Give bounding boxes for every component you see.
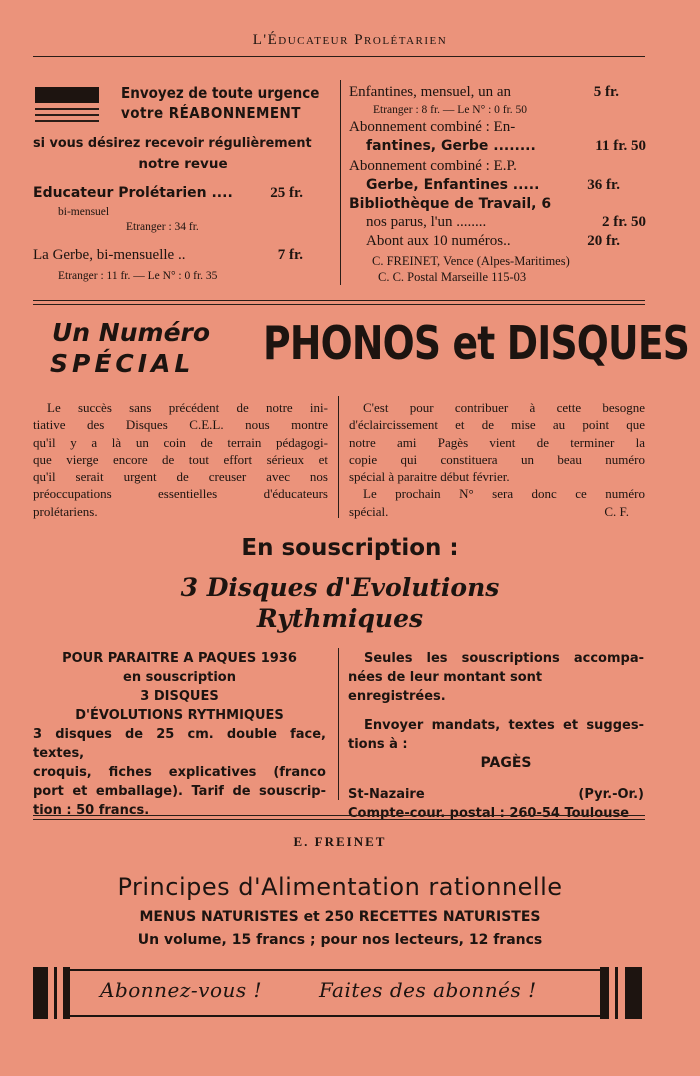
souscription-script-1: 3 Disques d'Evolutions [180,573,500,602]
para-left [33,399,328,520]
enfantines-foreign: Etranger : 8 fr. — Le N° : 0 fr. 50 [373,104,528,116]
department: (Pyr.-Or.) [578,787,644,802]
footer-bar-left-3 [63,967,70,1019]
para-left-line: Le succès sans précédent de notre ini- [47,400,328,415]
sous-left-line: en souscription [123,670,236,685]
para-right-last-row [349,503,645,520]
footer-bar-left-1 [33,967,48,1019]
educ-name: Educateur Prolétarien .... [33,185,233,201]
combo1-row [366,138,646,155]
sous-right-line: Envoyer mandats, textes et sugges- [364,718,644,733]
para-left-line: qu'il y a là un coin de terrain pédagogi- [33,434,328,450]
book-title: Principes d'Alimentation rationnelle [117,873,563,901]
emblem-line [35,120,99,122]
sous-left-body-line: port et emballage). Tarif de souscrip- [33,784,326,799]
sous-right-line: Seules les souscriptions accompa- [364,651,644,666]
educ-price-row [33,185,303,202]
sous-left [33,649,326,820]
book-author: E. FREINET [293,834,387,849]
bibliotheque-row-b [366,214,646,231]
enfantines-name: Enfantines, mensuel, un an [349,84,512,100]
para-right-line: copie qui constituera un beau numéro [349,451,645,467]
sous-left-line: 3 DISQUES [140,689,219,704]
combo2-price: 36 fr. [587,177,620,193]
combo2-line-a: Abonnement combiné : E.P. [349,158,517,174]
para-left-line: que vierge encore de tout effort sérieux et [33,451,328,467]
combo2-line-b: Gerbe, Enfantines ..... [366,177,540,193]
bibliotheque-line-a: Bibliothèque de Travail, 6 [349,196,552,212]
para-right-line: C'est pour contribuer à cette besogne [363,400,645,415]
para-right [349,399,645,520]
para-left-line: tiative des Disques C.E.L. nous montre [33,417,328,433]
souscription-heading: En souscription : [241,535,459,561]
bibliotheque-price-b: 2 fr. 50 [601,214,646,230]
footer-slogan-left: Abonnez-vous ! [100,978,263,1002]
para-left-line: qu'il serait urgent de creuser avec nos [33,469,328,485]
gerbe-name: La Gerbe, bi-mensuelle .. [33,247,186,263]
para-column-divider [338,396,339,518]
urgent-line-4: notre revue [138,156,228,172]
souscription-script-2: Rythmiques [256,604,424,633]
para-right-line: d'éclaircissement et de mise au point que [349,417,645,433]
gerbe-price: 7 fr. [277,247,303,263]
urgent-line-2: votre RÉABONNEMENT [121,104,301,122]
address-line-1: C. FREINET, Vence (Alpes-Maritimes) [372,254,570,268]
enfantines-price: 5 fr. [593,84,619,100]
city-row [348,785,644,804]
footer-bar-right-3 [625,967,642,1019]
para-left-line: prolétariens. [33,503,98,519]
para-right-line: Le prochain N° sera donc ce numéro [363,486,645,502]
educ-price: 25 fr. [270,185,303,201]
sous-right-line: nées de leur montant sont enregistrées. [348,670,543,704]
para-right-line: spécial. [349,503,389,519]
combo1-price: 11 fr. 50 [595,138,646,154]
book-subtitle: MENUS NATURISTES et 250 RECETTES NATURISTES [139,909,541,925]
book-price: Un volume, 15 francs ; pour nos lecteurs, 12 francs [137,932,543,948]
urgent-line-3: si vous désirez recevoir régulièrement [33,135,312,151]
footer-bar-right-2 [615,967,618,1019]
footer-bar-left-2 [54,967,57,1019]
urgent-line-1: Envoyez de toute urgence [121,84,320,102]
para-left-line: préoccupations essentielles d'éducateurs [33,486,328,502]
combo2-row [366,177,620,194]
bibliotheque-line-c: Abont aux 10 numéros.. [366,233,511,249]
sous-left-line: D'ÉVOLUTIONS RYTHMIQUES [75,708,284,723]
bibliotheque-price-c: 20 fr. [587,233,620,249]
sous-right-line: tions à : [348,737,408,752]
combo1-line-b: fantines, Gerbe ........ [366,138,536,154]
section-divider-2 [33,815,645,820]
signature-initials: C. F. [604,503,629,519]
combo1-line-a: Abonnement combiné : En- [349,119,516,135]
bibliotheque-line-b: nos parus, l'un ........ [366,214,487,230]
top-column-divider [340,80,341,285]
emblem-block [35,87,99,103]
sous-left-body-line: 3 disques de 25 cm. double face, textes, [33,727,326,761]
educ-frequency: bi-mensuel [58,206,110,218]
special-label-1: Un Numéro [52,318,211,347]
running-header: L'Éducateur Prolétarien [252,32,448,48]
gerbe-foreign: Etranger : 11 fr. — Le N° : 0 fr. 35 [58,270,218,282]
sous-right [348,649,644,823]
address-line-2: C. C. Postal Marseille 115-03 [378,270,527,284]
city: St-Nazaire [348,787,425,802]
pages-name: PAGÈS [480,755,532,771]
postal-account: Compte-cour. postal : 260-54 Toulouse [348,806,630,821]
footer-slogan-right: Faites des abonnés ! [319,978,537,1002]
sous-left-line: POUR PARAITRE A PAQUES 1936 [62,651,297,666]
enfantines-row [349,84,619,101]
emblem-line [35,114,99,116]
sous-column-divider [338,648,339,800]
emblem-line [35,108,99,110]
header-rule [33,56,645,57]
special-title: PHONOS et DISQUES [263,316,690,370]
educ-foreign: Etranger : 34 fr. [126,221,199,233]
gerbe-price-row [33,247,303,264]
section-divider [33,300,645,305]
footer-bar-right-1 [600,967,609,1019]
bibliotheque-row-c [366,233,620,250]
sous-left-body-line: croquis, fiches explicatives (franco [33,765,326,780]
para-right-line: notre ami Pagès vient de terminer la [349,434,645,450]
special-label-2: SPÉCIAL [50,349,195,378]
para-right-line: spécial à paraitre début février. [349,469,510,485]
sous-left-body-line: tion : 50 francs. [33,803,150,818]
